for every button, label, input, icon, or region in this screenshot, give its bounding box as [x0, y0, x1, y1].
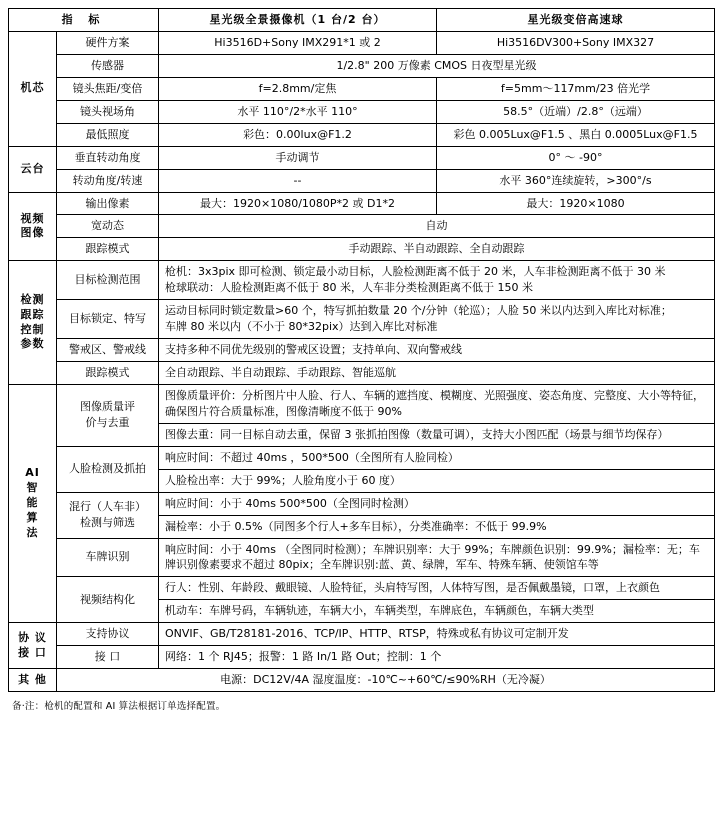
row-label: 目标锁定、特写: [57, 300, 159, 339]
table-row: [9, 577, 715, 600]
row-value-merged: 图像质量评价：分析图片中人脸、行人、车辆的遮挡度、模糊度、光照强度、姿态角度、完整度、大小等特征，确保图片符合质量标准，图像清晰度不低于 90%: [159, 384, 715, 423]
row-label: 输出像素: [57, 192, 159, 215]
row-value-col2: 彩色 0.005Lux@F1.5 、黑白 0.0005Lux@F1.5: [437, 123, 715, 146]
row-label: 支持协议: [57, 623, 159, 646]
table-row: [9, 492, 715, 515]
row-label: 最低照度: [57, 123, 159, 146]
table-row: [9, 31, 715, 54]
category-detection-tracking: 检测 跟踪 控制 参数: [9, 261, 57, 385]
row-value-merged: 电源：DC12V/4A 湿度温度：-10℃~+60℃/≤90%RH（无冷凝）: [57, 669, 715, 692]
table-row: [9, 54, 715, 77]
row-label: 转动角度/转速: [57, 169, 159, 192]
row-value-merged: 网络：1 个 RJ45；报警：1 路 In/1 路 Out；控制：1 个: [159, 646, 715, 669]
row-value-merged: 响应时间：不超过 40ms ，500*500（全图所有人脸同检）: [159, 446, 715, 469]
row-value-merged: 枪机：3x3pix 即可检测、锁定最小动目标，人脸检测距离不低于 20 米，人车非检测距离不低于 30 米 枪球联动：人脸检测距离不低于 80 米，人车非分类检测距离不低于 150 米: [159, 261, 715, 300]
row-value-merged: 支持多种不同优先级别的警戒区设置；支持单向、双向警戒线: [159, 339, 715, 362]
category-other: 其 他: [9, 669, 57, 692]
row-label: 警戒区、警戒线: [57, 339, 159, 362]
table-header-row: [9, 9, 715, 32]
table-row: [9, 538, 715, 577]
row-label: 跟踪模式: [57, 238, 159, 261]
row-label: 垂直转动角度: [57, 146, 159, 169]
category-video-image: 视频 图像: [9, 192, 57, 261]
footnote: 备·注：枪机的配置和 AI 算法根据订单选择配置。: [12, 701, 226, 713]
row-value-merged: 响应时间：小于 40ms （全图同时检测）；车牌识别率：大于 99%；车牌颜色识别：99.9%；漏检率：无；车牌识别像素要求不超过 80pix；全车牌识别:蓝、黄、绿牌，军车、特殊车辆、使领馆车等: [159, 538, 715, 577]
row-value-col1: --: [159, 169, 437, 192]
header-index: 指 标: [9, 9, 159, 32]
row-value-col1: 水平 110°/2*水平 110°: [159, 100, 437, 123]
category-protocol-interface: 协 议 接 口: [9, 623, 57, 669]
category-core: 机芯: [9, 31, 57, 146]
row-value-col1: 手动调节: [159, 146, 437, 169]
row-value-merged: 手动跟踪、半自动跟踪、全自动跟踪: [159, 238, 715, 261]
row-value-merged: 图像去重：同一目标自动去重，保留 3 张抓拍图像（数量可调），支持大小图匹配（场景与细节均保存）: [159, 423, 715, 446]
row-value-col1: 最大：1920×1080/1080P*2 或 D1*2: [159, 192, 437, 215]
row-label: 混行（人车非） 检测与筛选: [57, 492, 159, 538]
row-value-merged: 人脸检出率：大于 99%；人脸角度小于 60 度）: [159, 469, 715, 492]
row-value-merged: 运动目标同时锁定数量>60 个，特写抓拍数量 20 个/分钟（轮巡）；人脸 50 米以内达到入库比对标准； 车牌 80 米以内（不小于 80*32pix）达到入库比对标准: [159, 300, 715, 339]
row-value-col2: 0° 〜 -90°: [437, 146, 715, 169]
row-value-col2: 水平 360°连续旋转，>300°/s: [437, 169, 715, 192]
table-row: [9, 261, 715, 300]
row-value-merged: 行人：性别、年龄段、戴眼镜、人脸特征，头肩特写图，人体特写图，是否佩戴墨镜，口罩，上衣颜色: [159, 577, 715, 600]
row-value-col2: 最大：1920×1080: [437, 192, 715, 215]
row-value-col2: f=5mm〜117mm/23 倍光学: [437, 77, 715, 100]
row-value-merged: 漏检率：小于 0.5%（同图多个行人+多车目标），分类准确率：不低于 99.9%: [159, 515, 715, 538]
row-value-merged: 机动车：车牌号码，车辆轨迹，车辆大小，车辆类型，车牌底色，车辆颜色，车辆大类型: [159, 600, 715, 623]
category-ai-algorithm: AI 智 能 算 法: [9, 384, 57, 622]
header-col-speeddome: 星光级变倍高速球: [437, 9, 715, 32]
row-label: 目标检测范围: [57, 261, 159, 300]
row-label: 图像质量评 价与去重: [57, 384, 159, 446]
table-row: [9, 238, 715, 261]
row-label: 接 口: [57, 646, 159, 669]
row-label: 视频结构化: [57, 577, 159, 623]
row-label: 人脸检测及抓拍: [57, 446, 159, 492]
row-value-merged: 全自动跟踪、半自动跟踪、手动跟踪、智能巡航: [159, 362, 715, 385]
row-label: 传感器: [57, 54, 159, 77]
table-row: [9, 215, 715, 238]
table-row: [9, 192, 715, 215]
category-ptz: 云台: [9, 146, 57, 192]
specification-table: [8, 8, 715, 692]
table-row: [9, 446, 715, 469]
table-row: [9, 669, 715, 692]
row-value-col2: 58.5°（近端）/2.8°（远端）: [437, 100, 715, 123]
table-row: [9, 146, 715, 169]
row-value-merged: 自动: [159, 215, 715, 238]
table-row: [9, 362, 715, 385]
row-value-merged: 1/2.8" 200 万像素 CMOS 日夜型星光级: [159, 54, 715, 77]
header-col-panoramic: 星光级全景摄像机（1 台/2 台）: [159, 9, 437, 32]
table-row: [9, 384, 715, 423]
table-row: [9, 123, 715, 146]
row-value-col2: Hi3516DV300+Sony IMX327: [437, 31, 715, 54]
row-label: 硬件方案: [57, 31, 159, 54]
row-label: 镜头焦距/变倍: [57, 77, 159, 100]
table-row: [9, 623, 715, 646]
table-row: [9, 646, 715, 669]
row-value-col1: Hi3516D+Sony IMX291*1 或 2: [159, 31, 437, 54]
row-value-merged: ONVIF、GB/T28181-2016、TCP/IP、HTTP、RTSP，特殊或私有协议可定制开发: [159, 623, 715, 646]
row-label: 车牌识别: [57, 538, 159, 577]
table-row: [9, 300, 715, 339]
row-value-merged: 响应时间：小于 40ms 500*500（全图同时检测）: [159, 492, 715, 515]
row-value-col1: f=2.8mm/定焦: [159, 77, 437, 100]
table-row: [9, 339, 715, 362]
row-value-col1: 彩色：0.00lux@F1.2: [159, 123, 437, 146]
row-label: 镜头视场角: [57, 100, 159, 123]
table-row: [9, 100, 715, 123]
row-label: 宽动态: [57, 215, 159, 238]
table-row: [9, 169, 715, 192]
row-label: 跟踪模式: [57, 362, 159, 385]
table-row: [9, 77, 715, 100]
